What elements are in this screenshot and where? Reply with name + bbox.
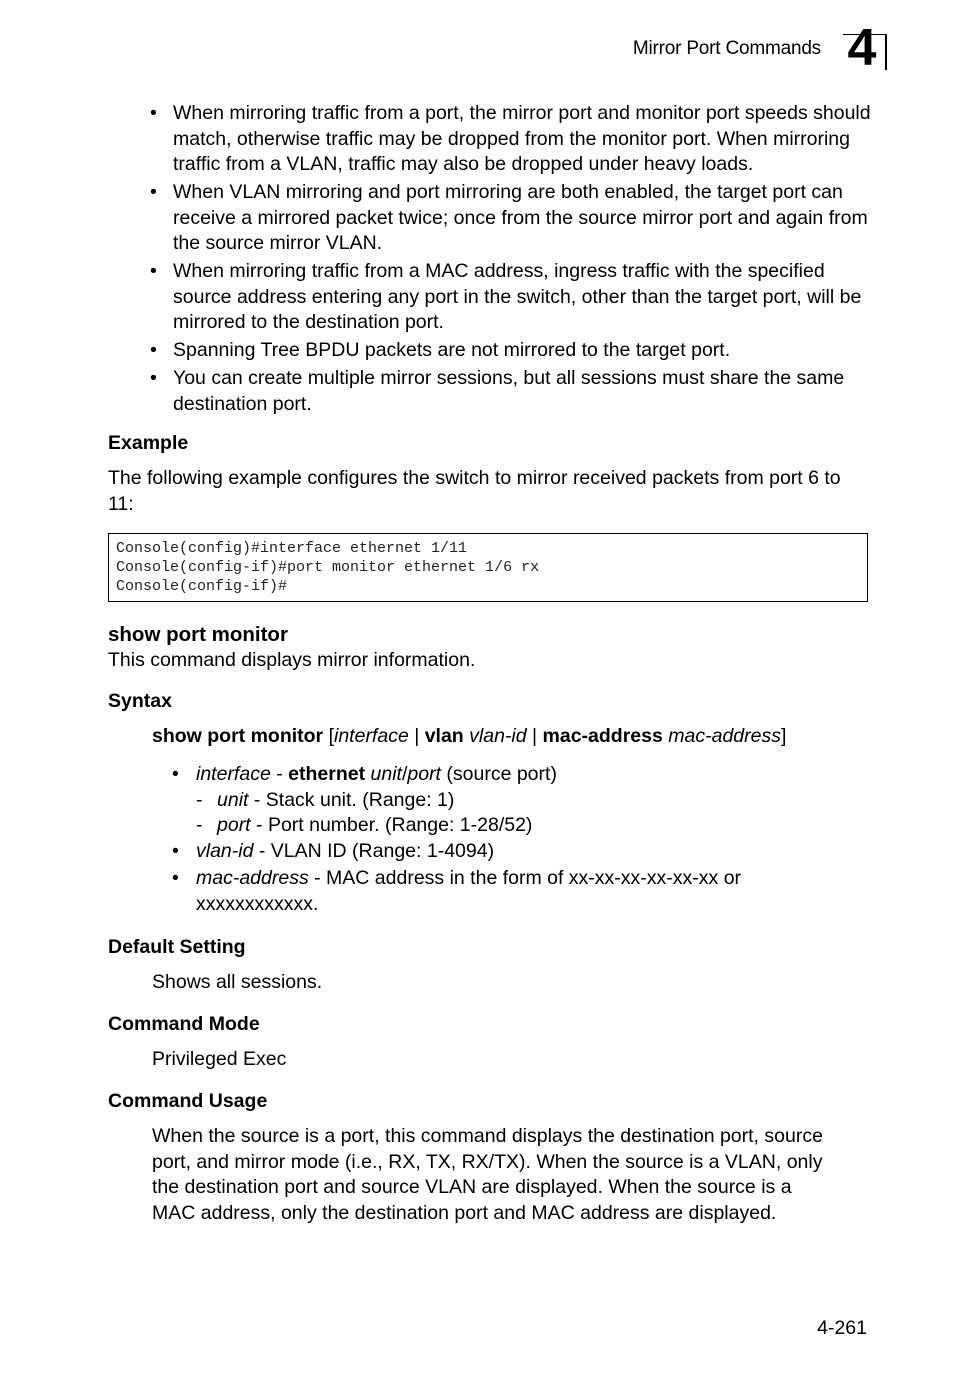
bullet-icon: •: [150, 181, 157, 203]
syntax-mac-keyword: mac-address: [542, 725, 663, 747]
command-usage-heading: Command Usage: [108, 1090, 268, 1112]
example-heading: Example: [108, 432, 189, 454]
syntax-command: show port monitor: [152, 725, 324, 747]
default-setting-text: Shows all sessions.: [152, 971, 323, 993]
code-line: Console(config)#interface ethernet 1/11: [116, 540, 468, 557]
syntax-vlan-id-param: vlan-id: [469, 725, 527, 747]
chapter-number: 4: [847, 19, 877, 77]
list-item: • When VLAN mirroring and port mirroring are both enabled, the target port can receive a mirrored packet twice; once from the source mirror port and again from the source mirror VLAN.: [150, 181, 868, 254]
list-item: • mac-address - MAC address in the form of xx-xx-xx-xx-xx-xx or xxxxxxxxxxxx.: [172, 867, 742, 915]
running-header-title: Mirror Port Commands: [632, 38, 821, 59]
code-line: Console(config-if)#port monitor ethernet 1/6 rx: [116, 559, 540, 576]
command-mode-heading: Command Mode: [108, 1013, 260, 1035]
bullet-icon: •: [150, 367, 157, 389]
list-item: - unit - Stack unit. (Range: 1): [172, 788, 792, 814]
code-example-box: [108, 533, 868, 602]
syntax-line: show port monitor [interface | vlan vlan-id | mac-address mac-address]: [152, 725, 787, 747]
command-mode-text: Privileged Exec: [152, 1048, 287, 1070]
bullet-icon: •: [172, 867, 179, 889]
list-item: • Spanning Tree BPDU packets are not mirrored to the target port.: [150, 338, 880, 364]
bullet-icon: •: [150, 102, 157, 124]
code-line: Console(config-if)#: [116, 578, 288, 595]
bullet-icon: •: [150, 260, 157, 282]
example-description: The following example configures the switch to mirror received packets from port 6 to 11:: [108, 467, 841, 515]
bullet-icon: •: [172, 763, 179, 785]
command-title: show port monitor: [108, 623, 288, 646]
syntax-vlan-keyword: vlan: [424, 725, 464, 747]
list-item: - port - Port number. (Range: 1-28/52): [172, 813, 792, 839]
command-usage-text: When the source is a port, this command displays the destination port, source port, and mirror mode (i.e., RX, TX, RX/TX). When the source is a VLAN, only the destination port and source VLAN are displayed. When the source is a MAC address, only the destination port and MAC address are displayed.: [152, 1125, 823, 1224]
default-setting-heading: Default Setting: [108, 936, 246, 958]
syntax-interface-param: interface: [334, 725, 409, 747]
dash-icon: -: [196, 814, 203, 836]
command-description: This command displays mirror information.: [108, 649, 476, 671]
list-item: • When mirroring traffic from a port, the mirror port and monitor port speeds should match, otherwise traffic may be dropped from the monitor port. When mirroring traffic from a VLAN, traffic may also be dropped under heavy loads.: [150, 102, 871, 175]
bullet-icon: •: [172, 839, 179, 862]
syntax-heading: Syntax: [108, 690, 172, 712]
dash-icon: -: [196, 788, 203, 811]
list-item: • vlan-id - VLAN ID (Range: 1-4094): [172, 839, 792, 865]
page-number: 4-261: [817, 1317, 867, 1339]
list-item: • You can create multiple mirror sessions, but all sessions must share the same destination port.: [150, 367, 845, 415]
syntax-mac-param: mac-address: [668, 725, 781, 747]
parameter-list: [172, 762, 792, 917]
usage-notes-list: [150, 101, 880, 420]
list-item: • When mirroring traffic from a MAC address, ingress traffic with the specified source address entering any port in the switch, other than the target port, will be mirrored to the destination port.: [150, 260, 862, 333]
bullet-icon: •: [150, 339, 157, 361]
list-item: • interface - ethernet unit/port (source port): [172, 762, 792, 788]
